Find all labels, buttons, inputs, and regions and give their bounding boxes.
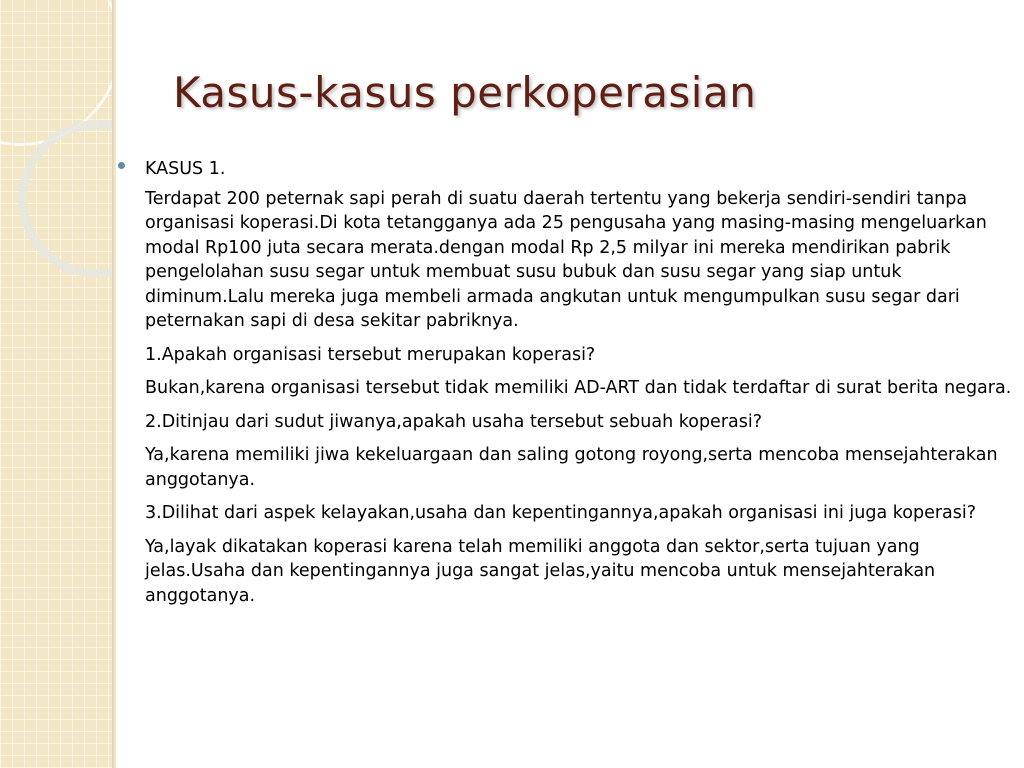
- question-2: 2.Ditinjau dari sudut jiwanya,apakah usaha tersebut sebuah koperasi?: [145, 411, 763, 432]
- slide-title: Kasus-kasus perkoperasian: [173, 68, 757, 117]
- question-3: 3.Dilihat dari aspek kelayakan,usaha dan kepentingannya,apakah organisasi ini juga koperasi?: [145, 503, 977, 523]
- answer-3: Ya,layak dikatakan koperasi karena telah memiliki anggota dan sektor,serta tujuan yang jelas.Usaha dan kepentingannya juga sangat jelas,yaitu mencoba untuk mensejahterakan anggotanya.: [145, 536, 936, 606]
- bullet-item-case: [118, 157, 1014, 182]
- question-1: 1.Apakah organisasi tersebut merupakan koperasi?: [145, 344, 596, 365]
- sidebar-edge: [112, 0, 116, 768]
- slide-content: [118, 157, 1014, 617]
- answer-2: Ya,karena memiliki jiwa kekeluargaan dan saling gotong royong,serta mencoba mensejahterakan anggotanya.: [145, 445, 998, 490]
- decorative-sidebar: [0, 0, 112, 768]
- case-description: Terdapat 200 peternak sapi perah di suatu daerah tertentu yang bekerja sendiri-sendiri tanpa organisasi koperasi.Di kota tetangganya ada 25 pengusaha yang masing-masing mengeluarkan modal Rp100 juta secara merata.dengan modal Rp 2,5 milyar ini mereka mendirikan pabrik pengelolahan susu segar untuk membuat susu bubuk dan susu segar yang siap untuk diminum.Lalu mereka juga membeli armada angkutan untuk mengumpulkan susu segar dari peternakan sapi di desa sekitar pabriknya.: [145, 188, 987, 331]
- case-label: KASUS 1.: [145, 159, 226, 179]
- answer-1: Bukan,karena organisasi tersebut tidak memiliki AD-ART dan tidak terdaftar di surat berita negara.: [145, 378, 1012, 398]
- bullet-dot-icon: [118, 162, 125, 169]
